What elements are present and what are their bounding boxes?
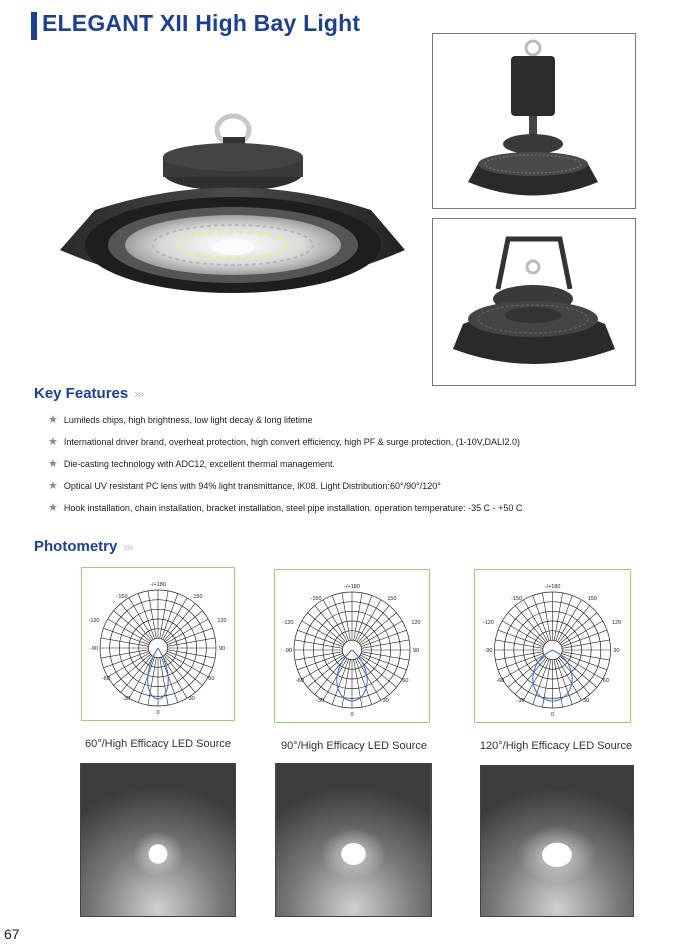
angle-label: -/+180	[344, 584, 360, 590]
angle-label: -/+180	[544, 584, 561, 590]
angle-label: 30	[583, 698, 590, 705]
angle-label: -30	[516, 698, 525, 705]
beam-image-120	[480, 765, 634, 917]
title-accent-bar	[31, 12, 37, 40]
angle-label: -60	[101, 675, 110, 682]
angle-label: 120	[411, 619, 421, 626]
star-icon: ★	[48, 458, 58, 470]
page-number: 67	[4, 926, 20, 942]
polar-diagram-90	[274, 569, 430, 723]
angle-label: -120	[482, 619, 495, 626]
beam-image-60	[80, 763, 236, 917]
angle-label: 0	[550, 712, 555, 718]
angle-label: -120	[282, 619, 294, 626]
photometry-heading: Photometry ›››	[34, 538, 133, 555]
feature-item: ★ Lumileds chips, high brightness, low light decay & long lifetime	[48, 414, 313, 426]
angle-label: 30	[382, 698, 389, 705]
main-product-image	[55, 95, 410, 325]
angle-label: 90	[412, 648, 420, 654]
angle-label: 120	[217, 617, 227, 624]
beam-spot	[341, 843, 365, 865]
beam-spot	[149, 844, 168, 863]
feature-item: ★ International driver brand, overheat protection, high convert efficiency, high PF & surge protection, (1-10V,DALI2.0)	[48, 436, 520, 448]
angle-label: 120	[611, 619, 622, 626]
caption-60: 60°/High Efficacy LED Source	[84, 738, 232, 750]
feature-item: ★ Optical UV resistant PC lens with 94% light transmittance, IK08. Light Distribution:60°/90°/120°	[48, 480, 441, 492]
caption-90: 90°/High Efficacy LED Source	[280, 740, 428, 752]
angle-label: -/+180	[150, 582, 166, 588]
angle-label: -30	[122, 696, 131, 703]
star-icon: ★	[48, 414, 58, 426]
key-features-heading: Key Features ›››	[34, 385, 144, 402]
angle-label: 90	[613, 648, 620, 654]
angle-label: 150	[387, 596, 397, 603]
angle-label: 150	[587, 596, 598, 603]
feature-item: ★ Hook installation, chain installation, bracket installation, steel pipe installation. operation temperature: -35 C - +50 C	[48, 502, 523, 514]
angle-label: -60	[496, 677, 505, 684]
angle-label: -90	[90, 646, 98, 652]
beam-spot	[542, 843, 572, 867]
angle-label: 90	[218, 646, 226, 652]
angle-label: -30	[316, 698, 325, 705]
angle-label: 150	[193, 594, 203, 601]
angle-label: -90	[484, 648, 493, 654]
angle-label: 60	[208, 675, 215, 682]
star-icon: ★	[48, 502, 58, 514]
feature-item: ★ Die-casting technology with ADC12, excellent thermal management.	[48, 458, 336, 470]
page-title: ELEGANT XII High Bay Light	[42, 10, 361, 36]
angle-label: -150	[511, 596, 523, 603]
angle-label: 30	[188, 696, 195, 703]
star-icon: ★	[48, 436, 58, 448]
chevrons-icon: ›››	[123, 540, 133, 554]
thumbnail-driver-box	[432, 33, 636, 209]
polar-diagram-120	[474, 569, 631, 723]
star-icon: ★	[48, 480, 58, 492]
angle-label: -90	[284, 648, 292, 654]
angle-label: 60	[602, 677, 609, 684]
polar-diagram-60	[81, 567, 235, 721]
angle-label: -60	[295, 677, 304, 684]
angle-label: -150	[310, 596, 322, 603]
angle-label: 0	[156, 710, 160, 716]
angle-label: -120	[88, 617, 100, 624]
angle-label: -150	[116, 594, 128, 601]
angle-label: 0	[350, 712, 354, 718]
beam-image-90	[275, 763, 432, 917]
thumbnail-bracket	[432, 218, 636, 386]
caption-120: 120°/High Efficacy LED Source	[479, 740, 633, 752]
angle-label: 60	[402, 677, 409, 684]
chevrons-icon: ›››	[134, 387, 144, 401]
